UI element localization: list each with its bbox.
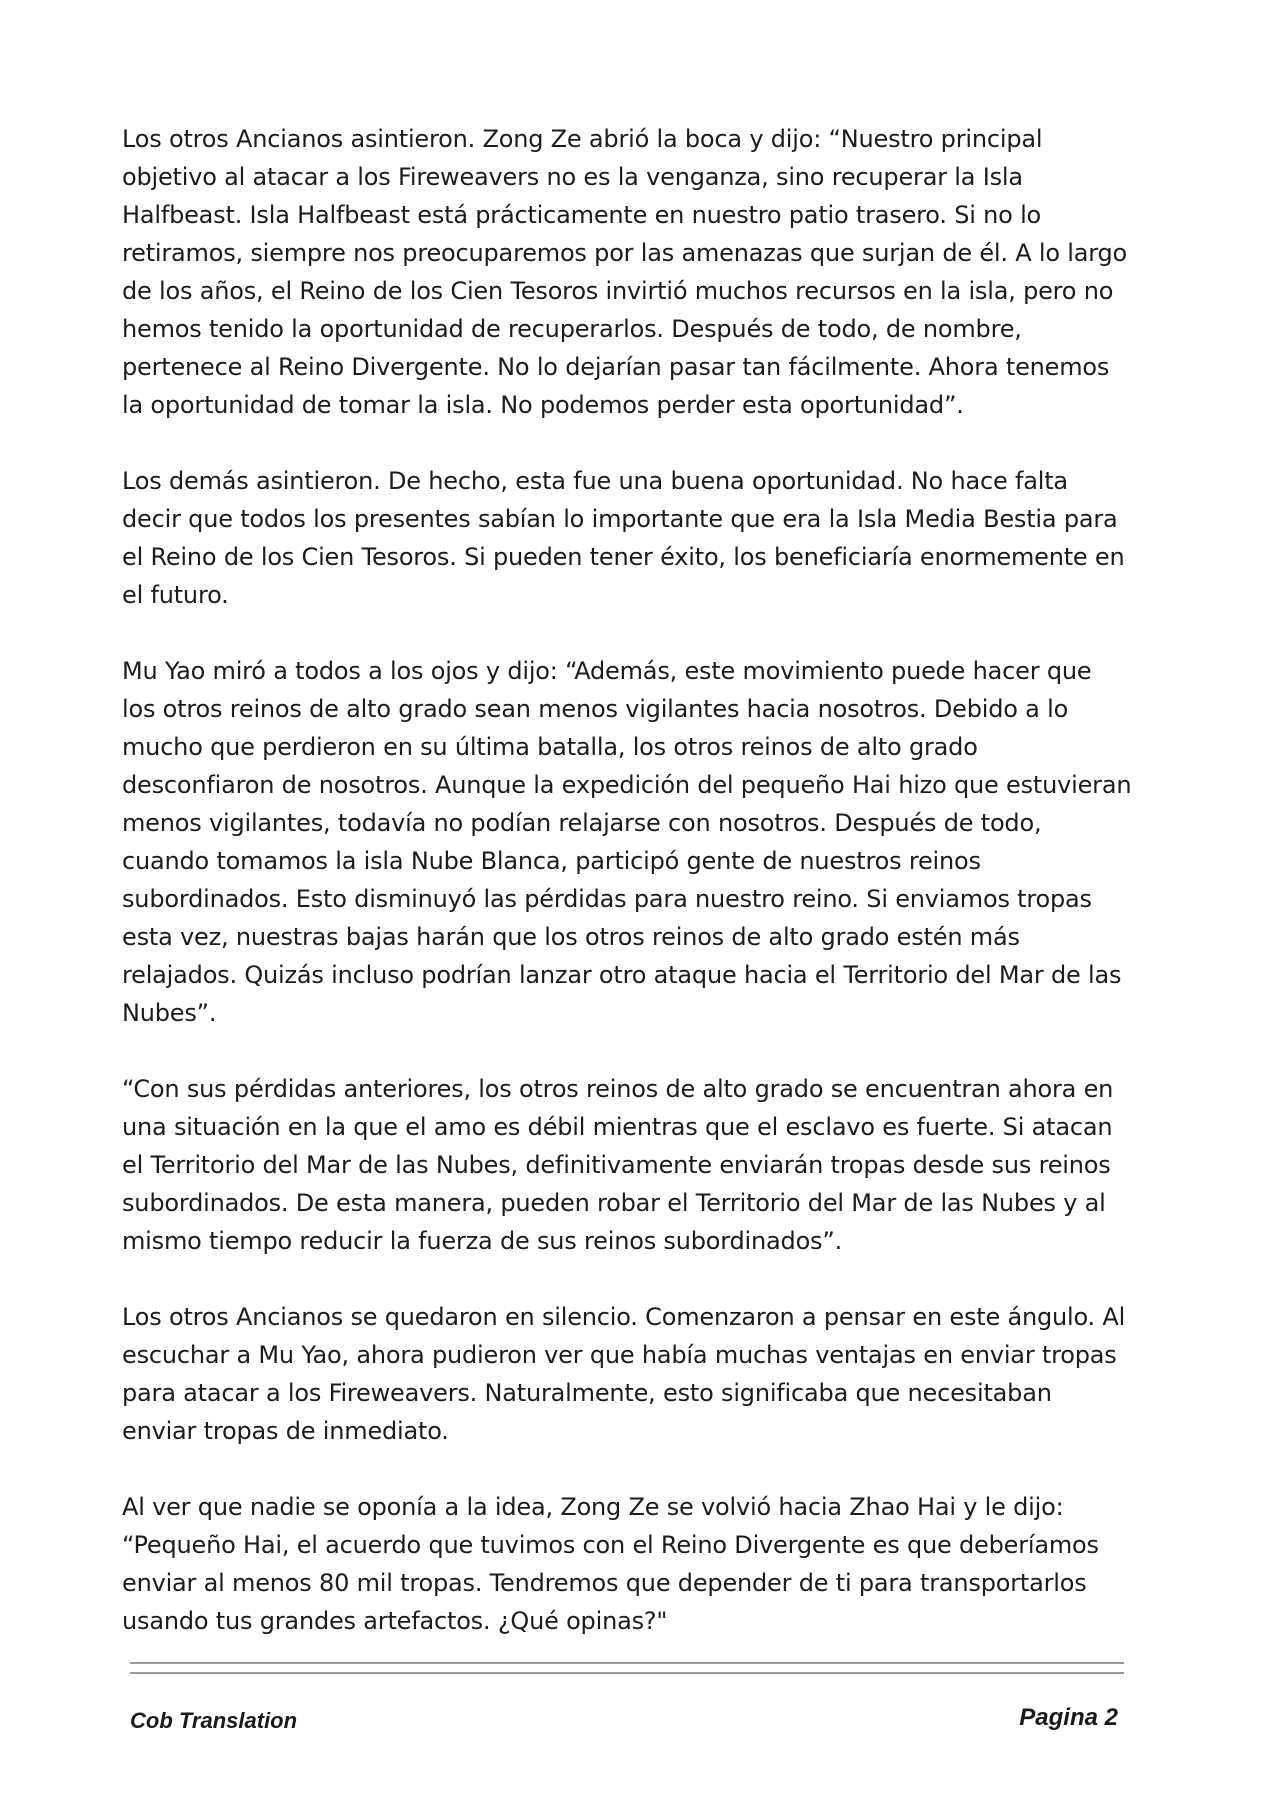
footer-divider-top	[130, 1662, 1124, 1664]
paragraph-2: Los demás asintieron. De hecho, esta fue una buena oportunidad. No hace falta decir que todos los presentes sabían lo importante que era la Isla Media Bestia para el Reino de los Cien Tesoros. Si pueden tener éxito, los beneficiaría enormemente en el futuro.	[122, 467, 1125, 609]
paragraph-5: Los otros Ancianos se quedaron en silencio. Comenzaron a pensar en este ángulo. Al escuchar a Mu Yao, ahora pudieron ver que había muchas ventajas en enviar tropas para atacar a los Fireweavers. Naturalmente, esto significaba que necesitaban enviar tropas de inmediato.	[122, 1303, 1126, 1445]
paragraph-3: Mu Yao miró a todos a los ojos y dijo: “Además, este movimiento puede hacer que los otros reinos de alto grado sean menos vigilantes hacia nosotros. Debido a lo mucho que perdieron en su última batalla, los otros reinos de alto grado desconfiaron de nosotros. Aunque la expedición del pequeño Hai hizo que estuvieran menos vigilantes, todavía no podían relajarse con nosotros. Después de todo, cuando tomamos la isla Nube Blanca, participó gente de nuestros reinos subordinados. Esto disminuyó las pérdidas para nuestro reino. Si enviamos tropas esta vez, nuestras bajas harán que los otros reinos de alto grado estén más relajados. Quizás incluso podrían lanzar otro ataque hacia el Territorio del Mar de las Nubes”.	[122, 657, 1132, 1027]
paragraph-6: Al ver que nadie se oponía a la idea, Zong Ze se volvió hacia Zhao Hai y le dijo: “Pequeño Hai, el acuerdo que tuvimos con el Reino Divergente es que deberíamos enviar al menos 80 mil tropas. Tendremos que depender de ti para transportarlos usando tus grandes artefactos. ¿Qué opinas?"	[122, 1493, 1099, 1635]
paragraph-4: “Con sus pérdidas anteriores, los otros reinos de alto grado se encuentran ahora en una situación en la que el amo es débil mientras que el esclavo es fuerte. Si atacan el Territorio del Mar de las Nubes, definitivamente enviarán tropas desde sus reinos subordinados. De esta manera, pueden robar el Territorio del Mar de las Nubes y al mismo tiempo reducir la fuerza de sus reinos subordinados”.	[122, 1075, 1114, 1255]
footer-page-number: Pagina 2	[1019, 1704, 1118, 1731]
footer-divider-bottom	[130, 1672, 1124, 1674]
footer-translator-credit: Cob Translation	[130, 1708, 298, 1733]
body-text	[122, 120, 1132, 1678]
paragraph-1: Los otros Ancianos asintieron. Zong Ze abrió la boca y dijo: “Nuestro principal objetivo al atacar a los Fireweavers no es la venganza, sino recuperar la Isla Halfbeast. Isla Halfbeast está prácticamente en nuestro patio trasero. Si no lo retiramos, siempre nos preocuparemos por las amenazas que surjan de él. A lo largo de los años, el Reino de los Cien Tesoros invirtió muchos recursos en la isla, pero no hemos tenido la oportunidad de recuperarlos. Después de todo, de nombre, pertenece al Reino Divergente. No lo dejarían pasar tan fácilmente. Ahora tenemos la oportunidad de tomar la isla. No podemos perder esta oportunidad”.	[122, 125, 1128, 419]
